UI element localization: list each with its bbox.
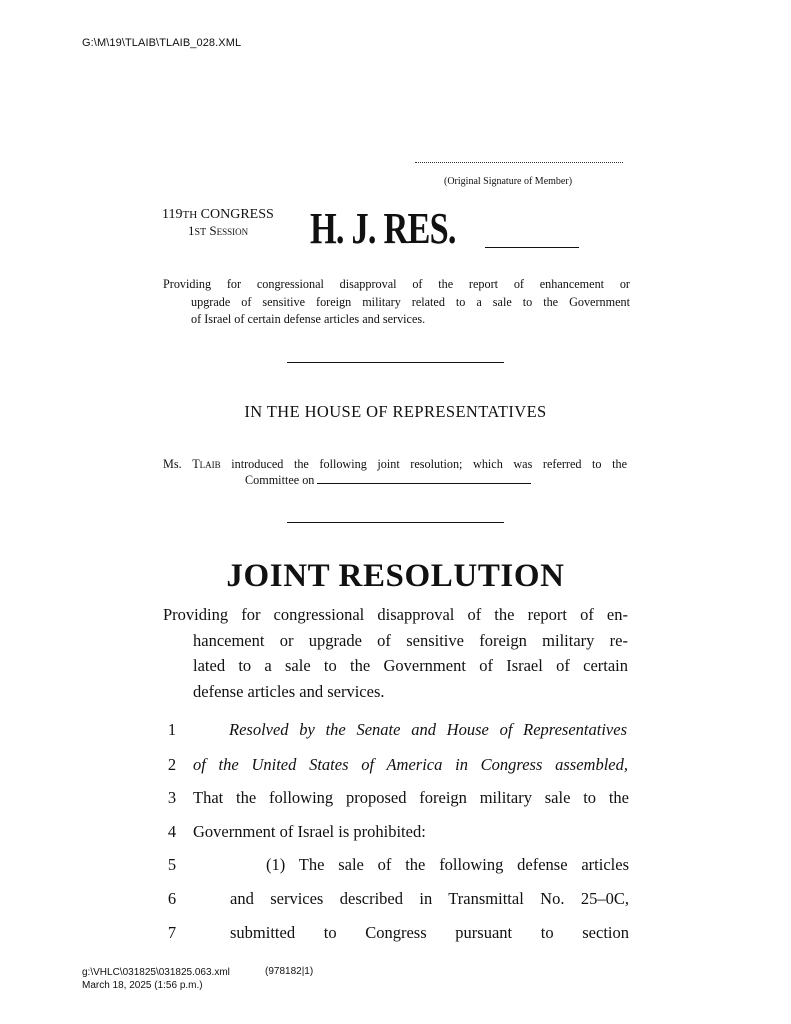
session-number: 1	[188, 223, 195, 238]
divider-rule	[287, 522, 504, 523]
line-number: 7	[167, 923, 177, 942]
congress-session-block	[162, 207, 302, 241]
committee-prefix: Committee on	[245, 473, 315, 487]
committee-blank	[317, 474, 531, 484]
body-line: of the United States of America in Congress assembled,	[193, 755, 628, 774]
short-title-line: upgrade of sensitive foreign military related to a sale to the Government	[191, 294, 630, 309]
file-path-header: G:\M\19\TLAIB\TLAIB_028.XML	[82, 37, 242, 49]
member-name: Tlaib	[192, 457, 221, 471]
member-prefix: Ms.	[163, 457, 182, 471]
line-number: 2	[167, 755, 177, 774]
session-line	[162, 223, 302, 241]
footer-code: (978182|1)	[265, 966, 314, 977]
long-title-line: defense articles and services.	[193, 681, 385, 701]
chamber-heading: IN THE HOUSE OF REPRESENTATIVES	[244, 402, 547, 421]
short-title-line: Providing for congressional disapproval of the report of enhancement or	[163, 277, 630, 291]
line-number: 5	[167, 855, 177, 874]
signature-line	[415, 162, 623, 163]
footer-file-info	[82, 966, 230, 992]
congress-line	[162, 207, 302, 223]
bill-type: H. J. RES.	[310, 204, 456, 253]
bill-number-blank	[485, 247, 579, 248]
session-number-suffix: ST	[194, 227, 207, 238]
body-line: and services described in Transmittal No. 25–0C,	[230, 889, 629, 908]
line-number: 4	[167, 822, 177, 841]
congress-number: 119	[162, 207, 183, 222]
line-number: 6	[167, 889, 177, 908]
introduction-statement	[163, 456, 627, 488]
short-title-line: of Israel of certain defense articles and services.	[191, 312, 426, 326]
short-title	[163, 276, 630, 329]
line-number: 1	[167, 720, 177, 739]
footer-file: g:\VHLC\031825\031825.063.xml	[82, 967, 230, 978]
divider-rule	[287, 362, 504, 363]
body-line: submitted to Congress pursuant to section	[230, 923, 629, 942]
line-number: 3	[167, 788, 177, 807]
introduction-text: introduced the following joint resolution; which was referred to the	[220, 457, 627, 471]
session-label: Session	[209, 223, 249, 238]
committee-line	[163, 472, 627, 488]
footer-date: March 18, 2025 (1:56 p.m.)	[82, 980, 203, 991]
body-line: Government of Israel is prohibited:	[193, 822, 426, 841]
body-line: That the following proposed foreign military sale to the	[193, 788, 629, 807]
long-title-line: lated to a sale to the Government of Israel of certain	[193, 656, 628, 676]
long-title	[163, 602, 628, 704]
long-title-line: Providing for congressional disapproval of the report of en-	[163, 605, 628, 624]
introduction-line	[163, 456, 627, 472]
long-title-line: hancement or upgrade of sensitive foreign military re-	[193, 630, 628, 650]
body-line: Resolved by the Senate and House of Representatives	[229, 720, 627, 739]
document-heading: JOINT RESOLUTION	[226, 558, 565, 594]
congress-number-suffix: TH	[182, 209, 198, 221]
congress-label: CONGRESS	[200, 207, 274, 222]
body-line: (1) The sale of the following defense articles	[266, 855, 629, 874]
signature-caption: (Original Signature of Member)	[444, 176, 573, 187]
